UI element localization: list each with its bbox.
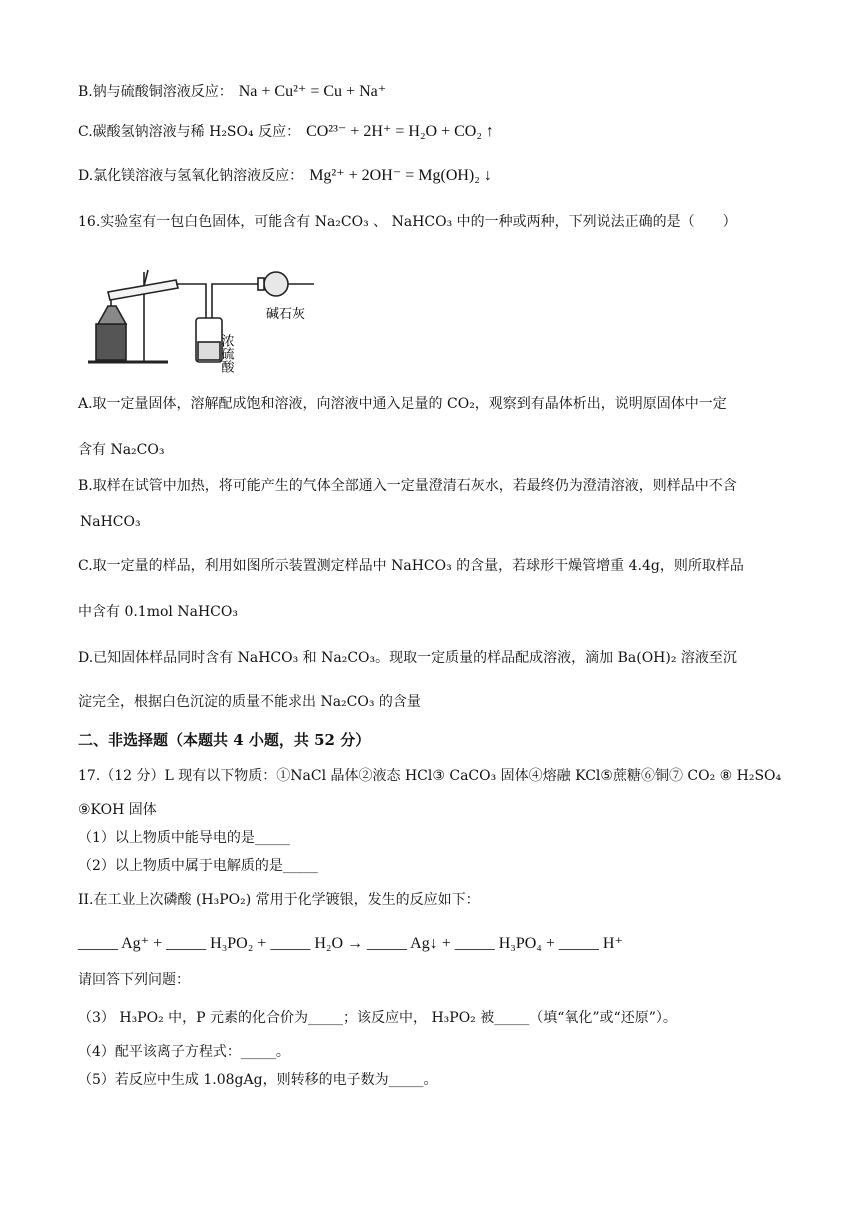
option-15c-formula: CO²³⁻ + 2H⁺ = H₂O + CO₂ ↑ <box>306 123 494 140</box>
option-16d-line2: 淀完全，根据白色沉淀的质量不能求出 Na₂CO₃ 的含量 <box>78 694 421 710</box>
label-conc-acid: 浓硫酸 <box>218 334 234 373</box>
question-17-part2: II.在工业上次磷酸 (H₃PO₂) 常用于化学镀银，发生的反应如下： <box>78 892 480 908</box>
section-heading: 二、非选择题（本题共 4 小题，共 52 分） <box>78 731 371 749</box>
question-17-prompt: 请回答下列问题： <box>78 972 190 988</box>
option-15c-text: C.碳酸氢钠溶液与稀 H₂SO₄ 反应： <box>78 124 301 140</box>
option-15b <box>78 82 386 102</box>
option-16b-line1: B.取样在试管中加热，将可能产生的气体全部通入一定量澄清石灰水，若最终仍为澄清溶液，则样品中不含 <box>78 478 737 494</box>
question-17-sub5: （5）若反应中生成 1.08gAg，则转移的电子数为_____。 <box>78 1072 438 1088</box>
question-17-line2: ⑨KOH 固体 <box>78 802 157 818</box>
option-16b-line2: NaHCO₃ <box>80 514 141 530</box>
option-16c-line2: 中含有 0.1mol NaHCO₃ <box>78 604 238 620</box>
option-15d-text: D.氯化镁溶液与氢氧化钠溶液反应： <box>78 168 304 184</box>
option-15d <box>78 166 492 186</box>
question-17-sub3: （3） H₃PO₂ 中，P 元素的化合价为_____；该反应中， H₃PO₂ 被_____（填“氧化”或“还原”）。 <box>78 1010 677 1026</box>
option-15d-formula: Mg²⁺ + 2OH⁻ = Mg(OH)₂ ↓ <box>309 167 492 184</box>
option-15b-text: B.钠与硫酸铜溶液反应： <box>78 84 233 100</box>
apparatus-figure <box>88 262 328 382</box>
question-17-sub4: （4）配平该离子方程式：_____。 <box>78 1044 290 1060</box>
option-15c <box>78 122 494 142</box>
question-16-stem: 16.实验室有一包白色固体，可能含有 Na₂CO₃ 、 NaHCO₃ 中的一种或两种，下列说法正确的是（ ） <box>78 214 737 230</box>
option-16a-line1: A.取一定量固体，溶解配成饱和溶液，向溶液中通入足量的 CO₂，观察到有晶体析出，说明原固体中一定 <box>78 396 727 412</box>
option-16a-line2: 含有 Na₂CO₃ <box>78 442 165 458</box>
question-17-sub2: （2）以上物质中属于电解质的是_____ <box>78 858 318 874</box>
option-15b-formula: Na + Cu²⁺ = Cu + Na⁺ <box>238 83 387 100</box>
option-16d-line1: D.已知固体样品同时含有 NaHCO₃ 和 Na₂CO₃。现取一定质量的样品配成溶液，滴加 Ba(OH)₂ 溶液至沉 <box>78 650 737 666</box>
question-17-line1: 17.（12 分）L 现有以下物质：①NaCl 晶体②液态 HCl③ CaCO₃ 固体④熔融 KCl⑤蔗糖⑥铜⑦ CO₂ ⑧ H₂SO₄ <box>78 768 782 784</box>
question-17-sub1: （1）以上物质中能导电的是_____ <box>78 830 290 846</box>
option-16c-line1: C.取一定量的样品，利用如图所示装置测定样品中 NaHCO₃ 的含量，若球形干燥管增重 4.4g，则所取样品 <box>78 558 744 574</box>
label-soda-lime: 碱石灰 <box>266 307 306 322</box>
reaction-equation: _____ Ag⁺ + _____ H₃PO₂ + _____ H₂O → _____ Ag↓ + _____ H₃PO₄ + _____ H⁺ <box>78 935 623 952</box>
